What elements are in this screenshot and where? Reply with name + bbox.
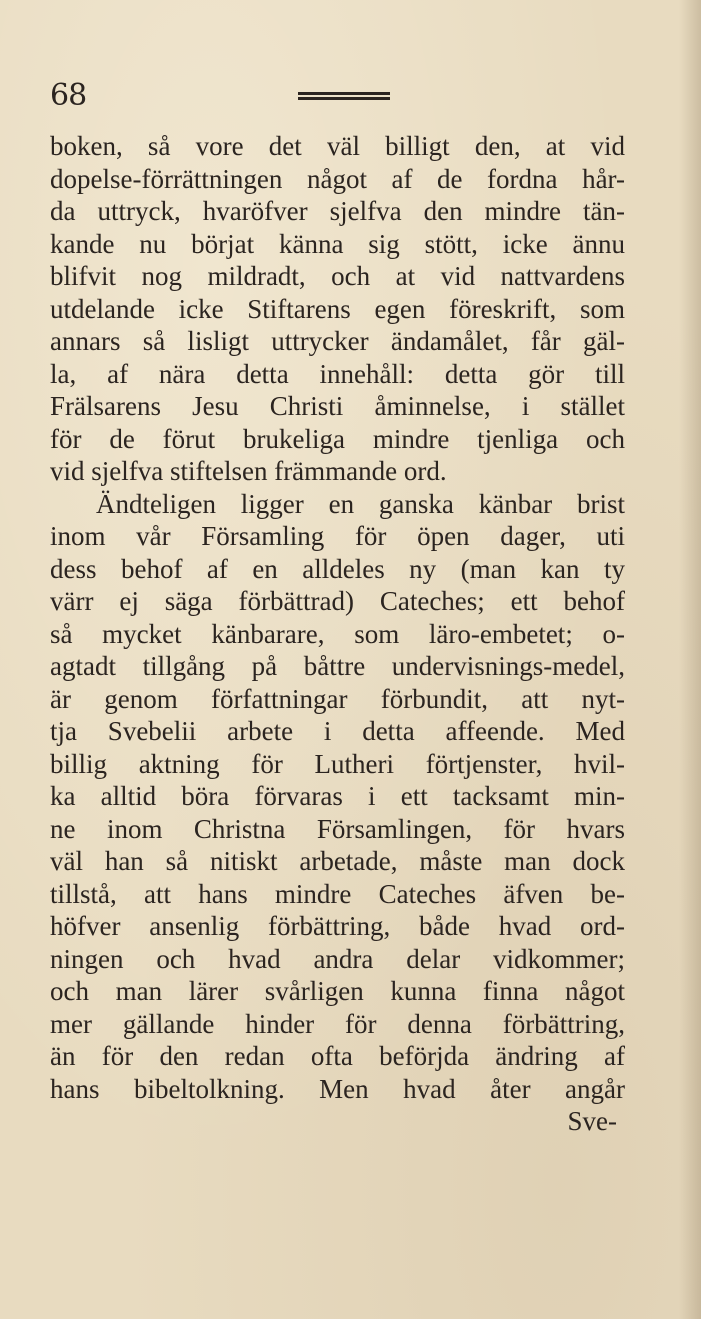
text-line: och man lärer svårligen kunna finna något xyxy=(50,976,625,1006)
text-line: la, af nära detta innehåll: detta gör till xyxy=(50,358,625,389)
text-line: hans bibeltolkning. Men hvad åter angår xyxy=(50,1073,625,1104)
text-line: ne inom Christna Församlingen, för hvars xyxy=(50,813,625,844)
text-line: dess behof af en alldeles ny (man kan ty xyxy=(50,553,625,584)
text-line: tillstå, att hans mindre Cateches äfven be- xyxy=(50,878,625,909)
text-line: billig aktning för Lutheri förtjenster, hvil- xyxy=(50,748,625,779)
catchword: Sve- xyxy=(567,1106,617,1136)
text-line: höfver ansenlig förbättring, både hvad ord- xyxy=(50,911,625,941)
text-line: inom vår Församling för öpen dager, uti xyxy=(50,521,625,551)
page-number: 68 xyxy=(50,78,87,113)
text-line: ningen och hvad andra delar vidkommer; xyxy=(50,943,625,974)
text-line: kande nu börjat känna sig stött, icke ännu xyxy=(50,228,625,259)
header-rule xyxy=(298,92,390,106)
body-text xyxy=(50,130,625,1138)
text-line: utdelande icke Stiftarens egen föreskrift, som xyxy=(50,293,625,324)
text-line: tja Svebelii arbete i detta affeende. Med xyxy=(50,716,625,746)
text-line: dopelse-förrättningen något af de fordna hår- xyxy=(50,163,625,194)
text-line: mer gällande hinder för denna förbättring, xyxy=(50,1008,625,1039)
text-line: än för den redan ofta beförjda ändring af xyxy=(50,1041,625,1071)
text-line: boken, så vore det väl billigt den, at vid xyxy=(50,131,625,161)
text-line: för de förut brukeliga mindre tjenliga och xyxy=(50,423,625,454)
text-line: vid sjelfva stiftelsen främmande ord. xyxy=(50,456,447,486)
text-line: da uttryck, hvaröfver sjelfva den mindre tän- xyxy=(50,196,625,226)
text-line: är genom författningar förbundit, att nyt- xyxy=(50,683,625,714)
text-line: värr ej säga förbättrad) Cateches; ett behof xyxy=(50,586,625,616)
text-line: blifvit nog mildradt, och at vid nattvardens xyxy=(50,261,625,291)
text-line: Frälsarens Jesu Christi åminnelse, i stället xyxy=(50,391,625,421)
text-line: så mycket känbarare, som läro-embetet; o- xyxy=(50,618,625,649)
text-line: ka alltid böra förvaras i ett tacksamt min- xyxy=(50,781,625,811)
text-line: Ändteligen ligger en ganska känbar brist xyxy=(96,488,625,519)
page-edge-shadow xyxy=(679,0,701,1319)
text-line: agtadt tillgång på båttre undervisnings-medel, xyxy=(50,651,625,681)
text-line: annars så lisligt uttrycker ändamålet, får gäl- xyxy=(50,326,625,356)
text-line: väl han så nitiskt arbetade, måste man dock xyxy=(50,846,625,876)
